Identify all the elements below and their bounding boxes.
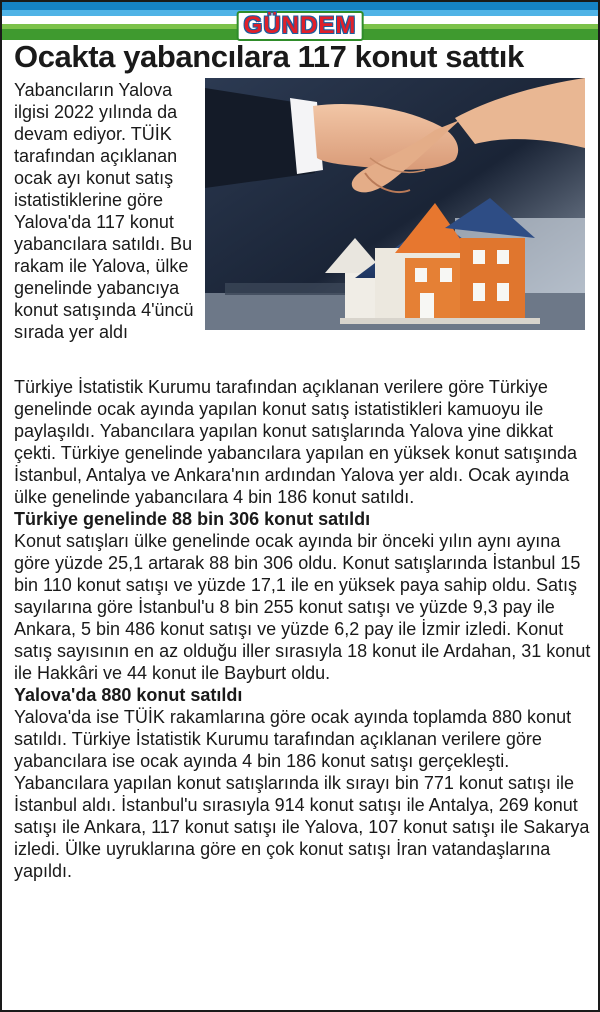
article-photo — [205, 78, 585, 330]
subheading: Türkiye genelinde 88 bin 306 konut satıldı — [14, 509, 371, 529]
article-lead: Yabancıların Yalova ilgisi 2022 yılında da devam ediyor. TÜİK tarafından açıklanan ocak ayı konut satış istatistiklerine göre Yalova'da 117 konut yabancılara satıldı. Bu rakam ile Yalova, ülke genelinde yabancıya konut satışında 4'üncü sırada yer aldı — [14, 80, 194, 342]
body-paragraph: Yalova'da ise TÜİK rakamlarına göre ocak ayında toplamda 880 konut satıldı. Türkiye İstatistik Kurumu tarafından açıklanan verilere göre yabancılara ise ocak ayında 4 bin 186 konut satışı gerçekleşti. Yabancılara yapılan konut satışlarında ilk sırayı bin 771 konut satışı ile İstanbul aldı. İstanbul'u sırasıyla 914 konut satışı ile Antalya, 269 konut satışı ile Ankara, 117 konut satışı ile Yalova, 107 konut satışı ile Sakarya izledi. Ülke uyruklarına göre en çok konut satışı İran vatandaşlarına yapıldı. — [14, 707, 590, 881]
handshake-house-illustration — [205, 78, 585, 330]
header-stripe-blue — [2, 2, 598, 10]
article-body — [14, 376, 592, 882]
body-paragraph: Konut satışları ülke genelinde ocak ayında bir önceki yılın aynı ayına göre yüzde 25,1 artarak 88 bin 306 oldu. Konut satışlarında İstanbul 15 bin 110 konut satışı ve yüzde 17,1 ile en yüksek paya sahip oldu. Satış sayılarına göre İstanbul'u 8 bin 255 konut satışı ve yüzde 9,3 pay ile Ankara, 5 bin 486 konut satışı ve yüzde 6,2 pay ile İzmir izledi. Konut satış sayısının en az olduğu iller sırasıyla 18 konut ile Ardahan, 31 konut ile Hakkâri ve 44 konut ile Bayburt oldu. — [14, 531, 591, 683]
body-paragraph: Türkiye İstatistik Kurumu tarafından açıklanan verilere göre Türkiye genelinde ocak ayında yapılan konut satış istatistikleri kamuoyu ile paylaşıldı. Yabancılara yapılan konut satışlarında Yalova yine dikkat çekti. Türkiye genelinde yabancılara yapılan en yüksek konut satışında İstanbul, Antalya ve Ankara'nın ardından Yalova yer aldı. Ocak ayında ülke genelinde yabancılara 4 bin 186 konut satıldı. — [14, 377, 578, 507]
section-header-band — [2, 2, 598, 40]
article-headline: Ocakta yabancılara 117 konut sattık — [14, 39, 524, 74]
section-label: GÜNDEM — [237, 11, 364, 41]
subheading: Yalova'da 880 konut satıldı — [14, 685, 243, 705]
